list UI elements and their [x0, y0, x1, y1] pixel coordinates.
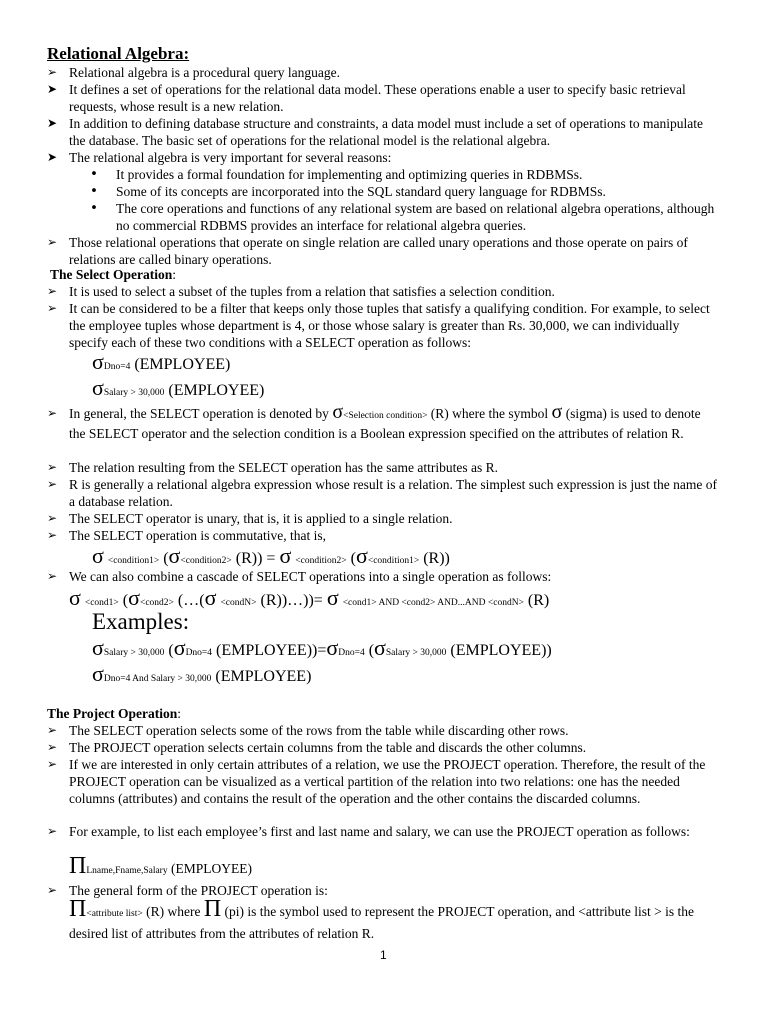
dot-bullet-icon: • — [90, 200, 98, 216]
arrow-bullet-icon: ➢ — [47, 824, 58, 838]
formula-cascade: σ <cond1> (σ<cond2> (…(σ <condN> (R))…))= σ <cond1> AND <cond2> AND...AND <condN> (R) — [69, 585, 550, 610]
arrow-bullet-icon: ➢ — [47, 284, 58, 298]
sub-bullet: • The core operations and functions of any relational system are based on relational algebra operations, although no commercial RDBMS provides an interface for relational algebra queries. — [90, 200, 715, 233]
section-heading-project: The Project Operation: — [47, 706, 181, 721]
formula-example-2: σDno=4 And Salary > 30,000 (EMPLOYEE) — [92, 661, 312, 686]
arrow-bullet-icon: ➢ — [47, 883, 58, 897]
arrow-bullet-icon: ➢ — [47, 569, 58, 583]
arrow-bullet-icon: ➢ — [47, 235, 58, 249]
formula-commutative: σ <condition1> (σ<condition2> (R)) = σ <condition2> (σ<condition1> (R)) — [92, 543, 450, 568]
bullet: ➢ It can be considered to be a filter that keeps only those tuples that satisfy a qualifying condition. For example, to select the employee tuples whose department is 4, or those whose salary is greater than Rs. 30,000, we can individually specify each of these two conditions with a SELECT operation as follows: — [47, 301, 710, 350]
section-heading-select: The Select Operation: — [50, 267, 176, 282]
arrow-bullet-icon: ➤ — [47, 150, 58, 164]
sub-bullet: • Some of its concepts are incorporated into the SQL standard query language for RDBMSs. — [90, 183, 606, 199]
formula-select-dno: σDno=4 (EMPLOYEE) — [92, 349, 231, 374]
bullet: ➢ It is used to select a subset of the tuples from a relation that satisfies a selection condition. — [47, 284, 555, 299]
bullet: ➢ Relational algebra is a procedural query language. — [47, 65, 341, 80]
page-number: 1 — [380, 948, 387, 962]
arrow-bullet-icon: ➢ — [47, 740, 58, 754]
arrow-bullet-icon: ➢ — [47, 406, 58, 420]
project-general-form: Π<attribute list> (R) where Π (pi) is the symbol used to represent the PROJECT operation, and <attribute list > is the desired list of attributes from the attributes of relation R. — [69, 896, 694, 941]
sub-bullet: • It provides a formal foundation for implementing and optimizing queries in RDBMSs. — [90, 166, 583, 182]
bullet: ➤ It defines a set of operations for the relational data model. These operations enable a user to specify basic retrieval requests, whose result is a new relation. — [47, 82, 686, 114]
bullet: ➢ The PROJECT operation selects certain columns from the table and discards the other columns. — [47, 740, 587, 755]
bullet: ➤ In addition to defining database structure and constraints, a data model must include a set of operations to manipulate the database. The basic set of operations for the relational model is the relational algebra. — [47, 116, 703, 148]
bullet: ➢ The SELECT operation is commutative, that is, — [47, 528, 326, 543]
bullet: ➢ The SELECT operation selects some of the rows from the table while discarding other rows. — [47, 723, 569, 738]
bullet: ➢ In general, the SELECT operation is denoted by σ<Selection condition> (R) where the symbol σ (sigma) is used to denote the SELECT operator and the selection condition is a Boolean expression specified on the attributes of relation R. — [47, 401, 701, 441]
examples-label: Examples: — [92, 609, 190, 634]
formula-project-example: ΠLname,Fname,Salary (EMPLOYEE) — [69, 853, 252, 879]
bullet: ➢ The SELECT operator is unary, that is, it is applied to a single relation. — [47, 511, 453, 526]
bullet: ➢ For example, to list each employee’s first and last name and salary, we can use the PROJECT operation as follows: — [47, 824, 690, 839]
arrow-bullet-icon: ➢ — [47, 528, 58, 542]
arrow-bullet-icon: ➢ — [47, 477, 58, 491]
arrow-bullet-icon: ➢ — [47, 757, 58, 771]
page-title: Relational Algebra: — [47, 44, 190, 63]
bullet: ➢ The relation resulting from the SELECT operation has the same attributes as R. — [47, 460, 499, 475]
bullet: ➤ The relational algebra is very important for several reasons: — [47, 150, 392, 165]
bullet: ➢ R is generally a relational algebra expression whose result is a relation. The simplest such expression is just the name of a database relation. — [47, 477, 717, 509]
formula-example-1: σSalary > 30,000 (σDno=4 (EMPLOYEE))=σDno=4 (σSalary > 30,000 (EMPLOYEE)) — [92, 635, 552, 660]
dot-bullet-icon: • — [90, 166, 98, 182]
bullet: ➢ We can also combine a cascade of SELECT operations into a single operation as follows: — [47, 569, 552, 584]
dot-bullet-icon: • — [90, 183, 98, 199]
formula-select-salary: σSalary > 30,000 (EMPLOYEE) — [92, 375, 265, 400]
bullet: ➢ If we are interested in only certain attributes of a relation, we use the PROJECT operation. Therefore, the result of the PROJECT operation can be visualized as a vertical partition of the relation into two relations: one has the needed columns (attributes) and contains the result of the operation and the other contains the discarded columns. — [47, 757, 706, 806]
arrow-bullet-icon: ➢ — [47, 723, 58, 737]
arrow-bullet-icon: ➤ — [47, 82, 58, 96]
arrow-bullet-icon: ➢ — [47, 65, 58, 79]
arrow-bullet-icon: ➢ — [47, 301, 58, 315]
arrow-bullet-icon: ➤ — [47, 116, 58, 130]
arrow-bullet-icon: ➢ — [47, 511, 58, 525]
bullet: ➢ The general form of the PROJECT operation is: — [47, 883, 328, 898]
arrow-bullet-icon: ➢ — [47, 460, 58, 474]
bullet: ➢ Those relational operations that operate on single relation are called unary operations and those operate on pairs of relations are called binary operations. — [47, 235, 688, 267]
